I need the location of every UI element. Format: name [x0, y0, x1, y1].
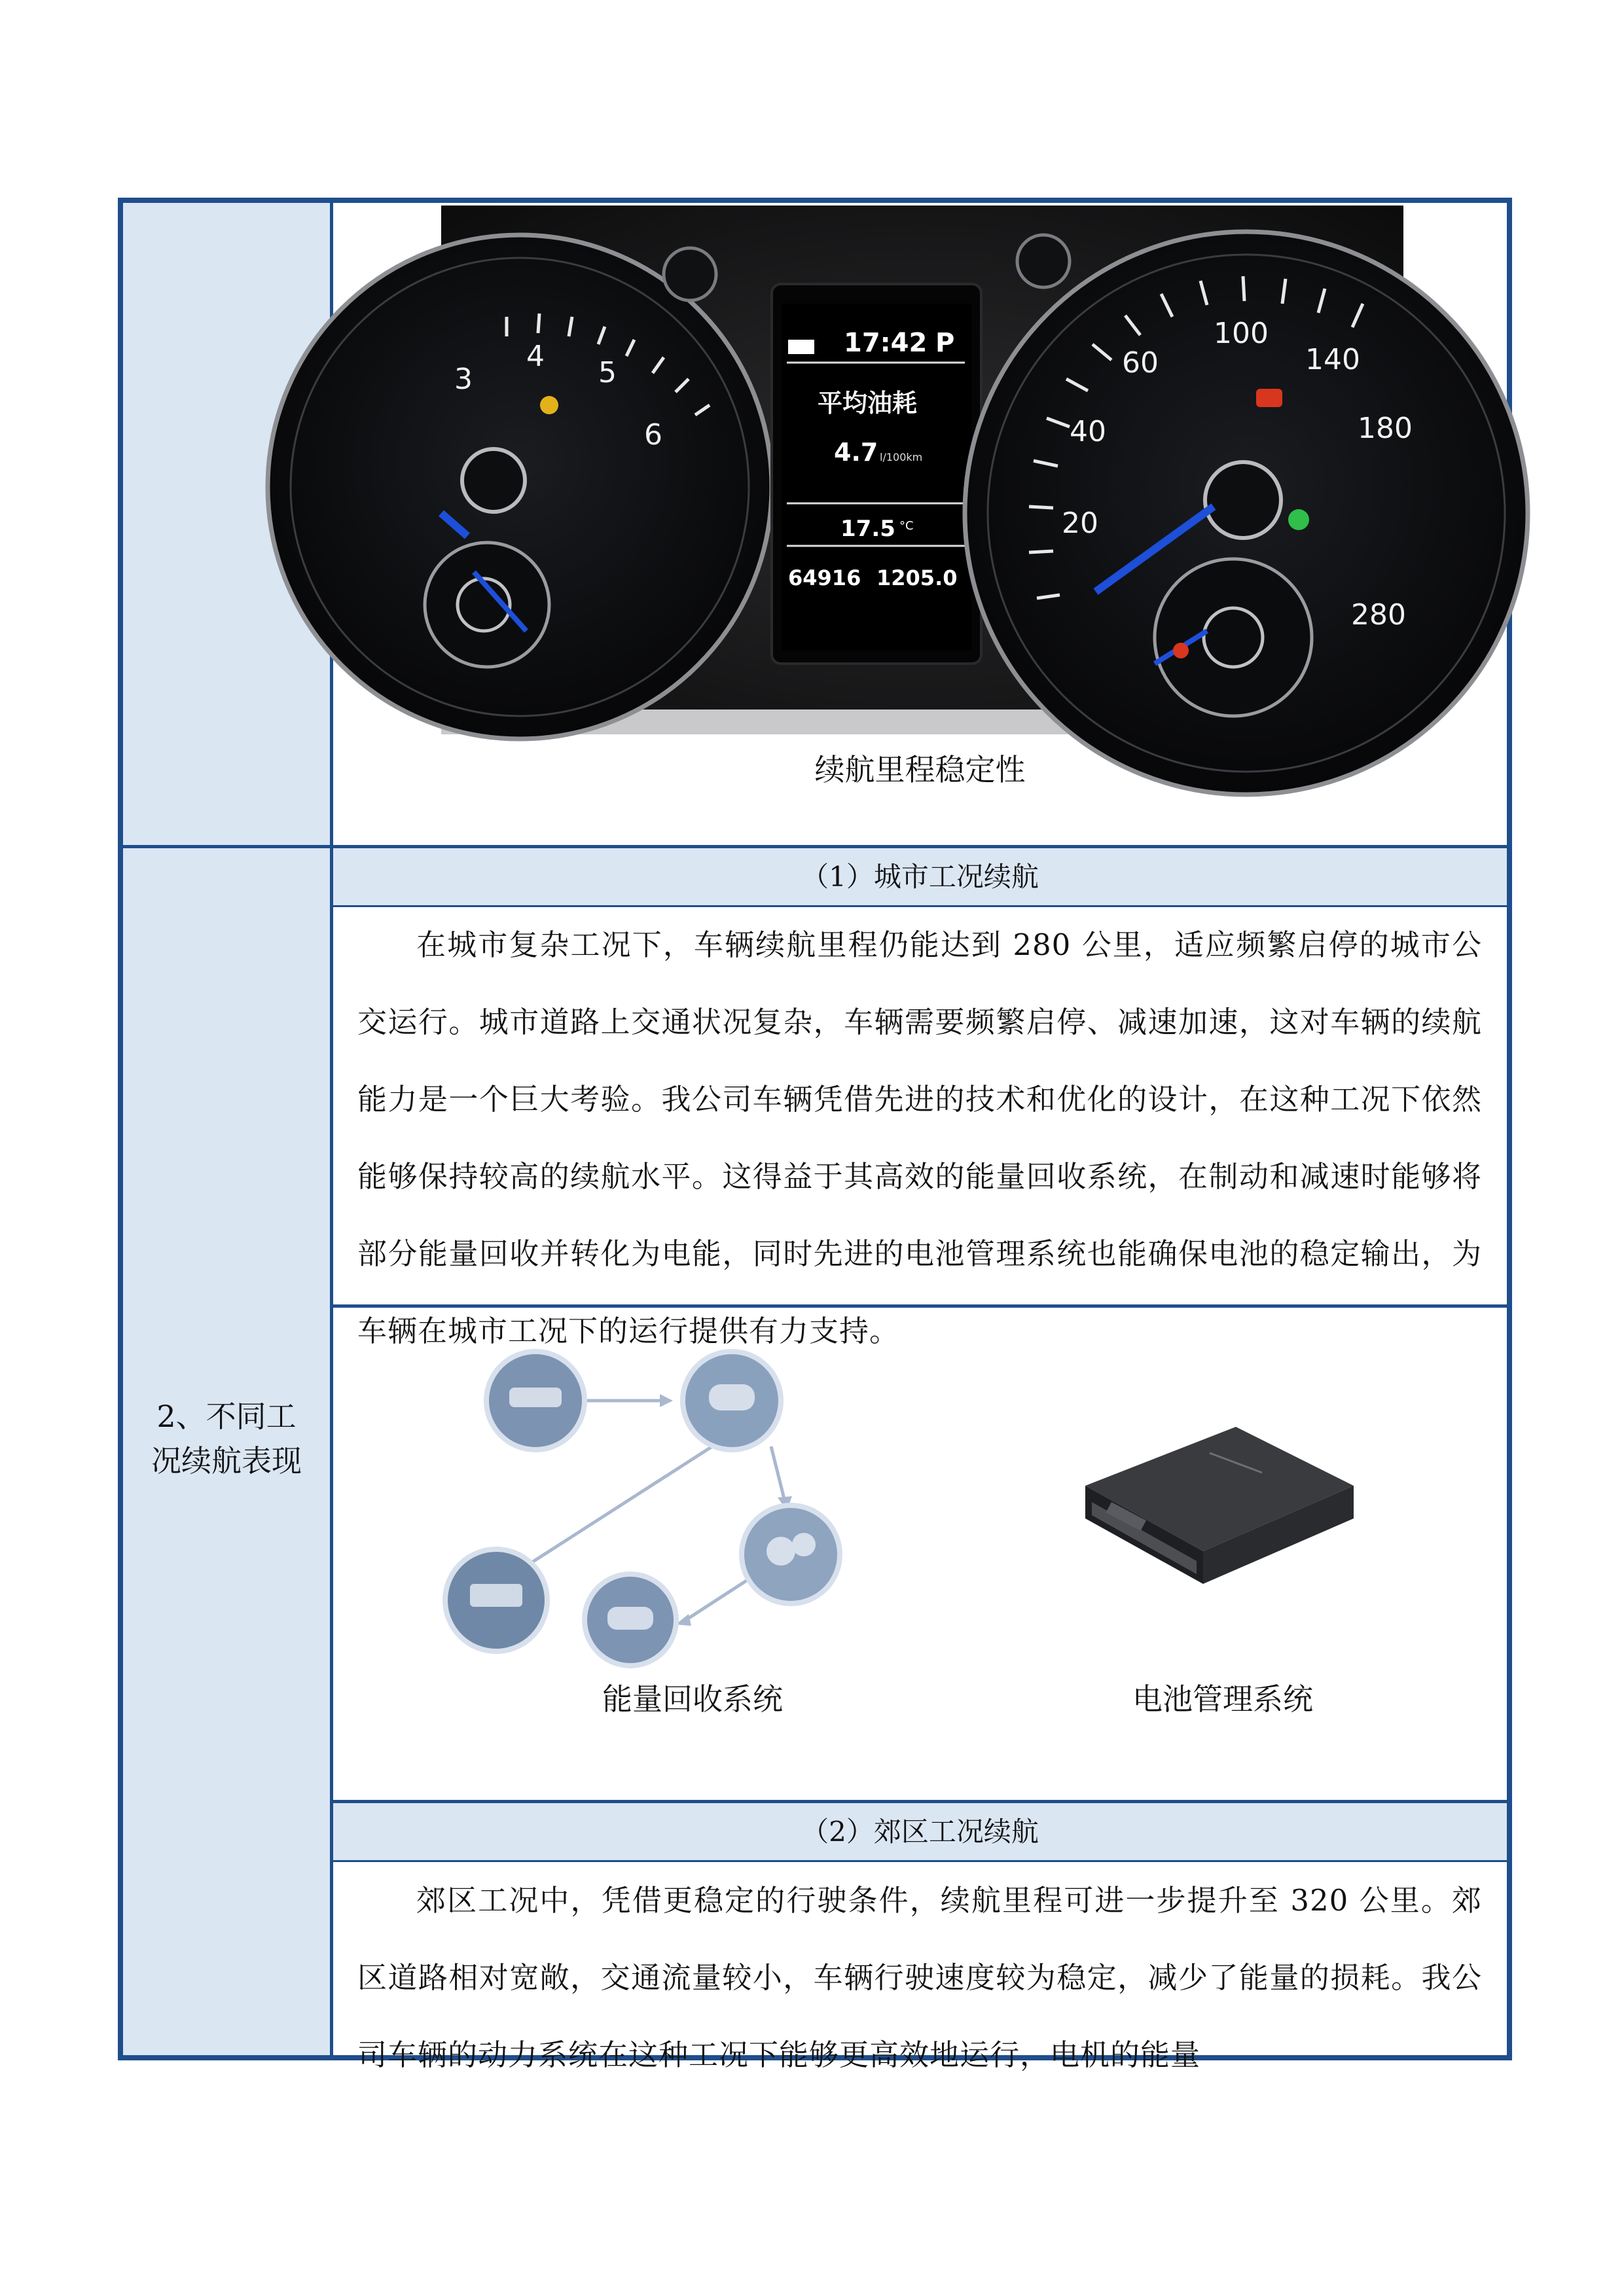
figure-caption-energy: 能量回收系统 [602, 1681, 783, 1717]
speed-tick: 180 [1358, 412, 1413, 445]
display-consumption-unit: l/100km [880, 451, 923, 463]
section-text-city: 在城市复杂工况下，车辆续航里程仍能达到 280 公里，适应频繁启停的城市公交运行。城市道路上交通状况复杂，车辆需要频繁启停、减速加速，这对车辆的续航能力是一个巨大考验。我公司车辆凭借先进的技术和优化的设计，在这种工况下依然能够保持较高的续航水平。这得益于其高效的能量回收系统，在制动和减速时能够将部分能量回收并转化为电能，同时先进的电池管理系统也能确保电池的稳定输出，为车辆在城市工况下的运行提供有力支持。 [357, 927, 1482, 1348]
display-temperature-unit: °C [899, 519, 914, 533]
section-text-suburb: 郊区工况中，凭借更稳定的行驶条件，续航里程可进一步提升至 320 公里。郊区道路相对宽敞，交通流量较小，车辆行驶速度较为稳定，减少了能量的损耗。我公司车辆的动力系统在这种工况下能够更高效地运行，电机的能量 [357, 1883, 1482, 2072]
speed-tick: 140 [1305, 343, 1360, 376]
dashboard-photo [441, 206, 1413, 734]
speed-tick: 20 [1062, 507, 1098, 540]
section-heading-suburb: （2）郊区工况续航 [333, 1803, 1507, 1860]
display-trip: 1205.0 [876, 565, 958, 590]
display-temperature: 17.5 [840, 516, 895, 542]
speed-tick: 280 [1351, 598, 1406, 632]
speed-tick: 40 [1070, 415, 1106, 448]
speed-tick: 60 [1122, 346, 1159, 380]
display-menu-title: 平均油耗 [818, 389, 918, 418]
display-gear: P [935, 328, 955, 358]
battery-management-photo [1066, 1414, 1367, 1610]
tach-tick: 5 [598, 356, 617, 389]
energy-recovery-diagram [411, 1316, 1000, 1662]
section-heading-city: （1）城市工况续航 [333, 848, 1507, 905]
indicator-light-icon [1288, 509, 1309, 530]
display-clock: 17:42 [844, 328, 928, 358]
speed-tick: 100 [1214, 317, 1269, 350]
figure-caption-battery: 电池管理系统 [1132, 1681, 1313, 1717]
tach-tick: 3 [454, 363, 473, 396]
tach-tick: 6 [644, 418, 662, 452]
display-consumption: 4.7 [834, 438, 878, 467]
display-odometer: 64916 [788, 565, 861, 590]
warning-light-icon [540, 396, 558, 414]
image-caption: 续航里程稳定性 [814, 752, 1026, 787]
brake-warning-icon [1256, 389, 1282, 407]
row2-label: 2、不同工况续航表现 [151, 1399, 302, 1479]
table-frame [118, 198, 1512, 2072]
tach-tick: 4 [526, 340, 545, 373]
